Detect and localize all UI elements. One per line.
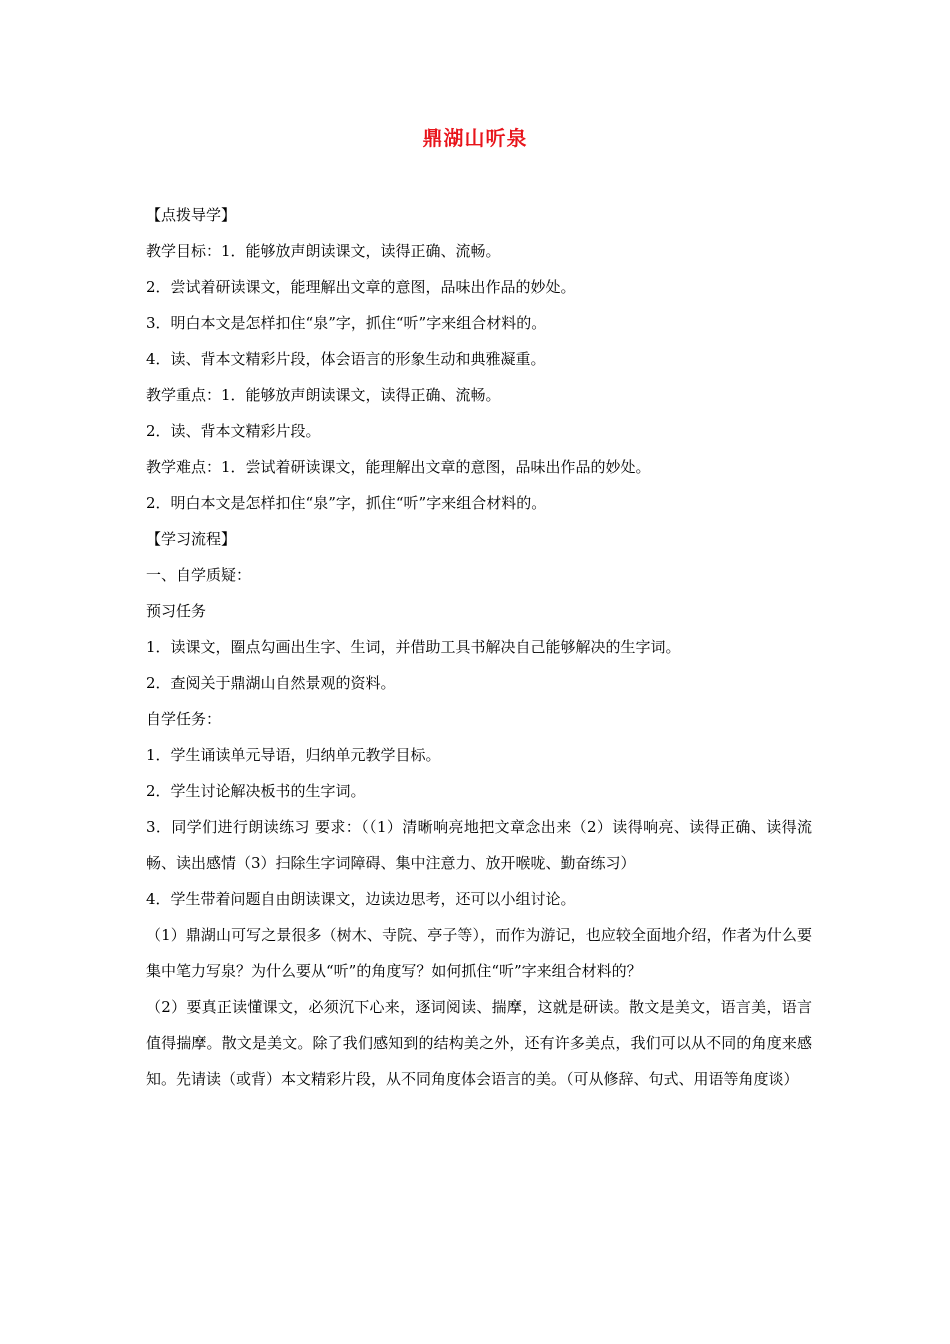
- question-1: （1）鼎湖山可写之景很多（树木、寺院、亭子等），而作为游记，也应较全面地介绍，作者为什么要集中笔力写泉？为什么要从“听”的角度写？如何抓住“听”字来组合材料的？: [146, 926, 812, 980]
- teaching-goal-4: 4．读、背本文精彩片段，体会语言的形象生动和典雅凝重。: [146, 350, 546, 368]
- self-study-task-3: 3．同学们进行朗读练习 要求：（（1）清晰响亮地把文章念出来（2）读得响亮、读得正确、读得流畅、读出感情（3）扫除生字词障碍、集中注意力、放开喉咙、勤奋练习）: [146, 818, 812, 872]
- self-study-task-2: 2．学生讨论解决板书的生字词。: [146, 782, 366, 800]
- section-heading-guide: 【点拨导学】: [146, 206, 237, 224]
- preview-task-2: 2．查阅关于鼎湖山自然景观的资料。: [146, 674, 396, 692]
- teaching-goal-1: 教学目标：1．能够放声朗读课文，读得正确、流畅。: [146, 242, 501, 260]
- document-body: [146, 197, 812, 1097]
- teaching-focus-1: 教学重点：1．能够放声朗读课文，读得正确、流畅。: [146, 386, 501, 404]
- self-study-task-4: 4．学生带着问题自由朗读课文，边读边思考，还可以小组讨论。: [146, 890, 576, 908]
- teaching-goal-2: 2．尝试着研读课文，能理解出文章的意图，品味出作品的妙处。: [146, 278, 576, 296]
- step-self-study: 一、自学质疑：: [146, 566, 252, 584]
- teaching-goal-3: 3．明白本文是怎样扣住“泉”字，抓住“听”字来组合材料的。: [146, 314, 547, 332]
- section-heading-process: 【学习流程】: [146, 530, 237, 548]
- document-title: 鼎湖山听泉: [422, 126, 528, 150]
- self-study-task-1: 1．学生诵读单元导语，归纳单元教学目标。: [146, 746, 441, 764]
- question-2: （2）要真正读懂课文，必须沉下心来，逐词阅读、揣摩，这就是研读。散文是美文，语言美，语言值得揣摩。散文是美文。除了我们感知到的结构美之外，还有许多美点，我们可以从不同的角度来感知。先请读（或背）本文精彩片段，从不同角度体会语言的美。（可从修辞、句式、用语等角度谈）: [146, 998, 812, 1088]
- teaching-difficulty-1: 教学难点：1．尝试着研读课文，能理解出文章的意图，品味出作品的妙处。: [146, 458, 651, 476]
- self-study-task-heading: 自学任务：: [146, 710, 222, 728]
- preview-task-heading: 预习任务: [146, 602, 207, 620]
- teaching-focus-2: 2．读、背本文精彩片段。: [146, 422, 321, 440]
- teaching-difficulty-2: 2．明白本文是怎样扣住“泉”字，抓住“听”字来组合材料的。: [146, 494, 547, 512]
- preview-task-1: 1．读课文，圈点勾画出生字、生词，并借助工具书解决自己能够解决的生字词。: [146, 638, 681, 656]
